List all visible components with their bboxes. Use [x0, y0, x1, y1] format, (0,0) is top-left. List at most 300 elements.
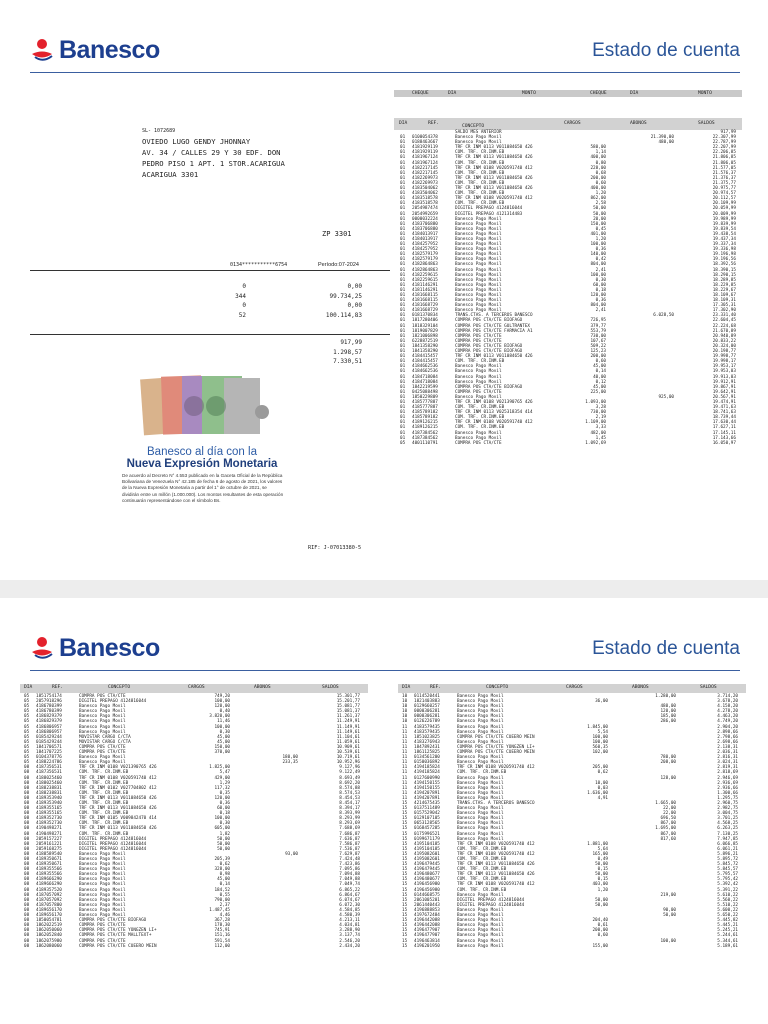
- tx-ref: 4214675435: [414, 800, 440, 806]
- summary-count: 0: [242, 283, 246, 290]
- transactions-table-p2-left: [24, 694, 364, 949]
- tx-saldo: 20.112,57: [712, 196, 736, 202]
- tx-dia: 01: [400, 180, 406, 186]
- tx-saldo: 22.307,99: [712, 135, 736, 141]
- tx-concepto: Banesco Pago Movil: [457, 928, 504, 934]
- tx-concepto: TRANS.CTAS. A TERCEROS BANESCO: [457, 800, 535, 806]
- tx-dia: 01: [400, 201, 406, 207]
- tx-saldo: 8.454,17: [339, 800, 360, 806]
- col-dia: DIA: [402, 685, 411, 690]
- tx-dia: 08: [24, 867, 30, 873]
- tx-concepto: Banesco Pago Movil: [457, 892, 504, 898]
- tx-concepto: COMPRA POS CTA/CTE CUEERO MEIN: [79, 943, 157, 949]
- tx-saldo: 19.474,91: [712, 399, 736, 405]
- tx-cargo: 2,41: [595, 308, 606, 314]
- tx-concepto: COM. TRF. CR.INM.EB: [79, 780, 129, 786]
- tx-concepto: COM. TRF. CR.INM.EB: [455, 160, 505, 166]
- summary-balances: [296, 338, 362, 367]
- tx-concepto: Banesco Pago Movil: [457, 729, 504, 735]
- tx-saldo: 5.795,42: [717, 877, 738, 883]
- tx-saldo: 21.375,77: [712, 180, 736, 186]
- statement-page-2: [0, 598, 768, 1024]
- tx-saldo: 19.471,63: [712, 405, 736, 411]
- tx-concepto: COM. TRF. CR.INM.EB: [455, 180, 505, 186]
- tx-saldo: 7.049,74: [339, 882, 360, 888]
- tx-dia: 01: [400, 170, 406, 176]
- tx-concepto: COMPRA POS CTA/CTE BIOFAGO: [455, 318, 523, 324]
- tx-concepto: TRF CR INM 0113 V011084650 426: [457, 862, 535, 868]
- tx-cargo: 200,00: [590, 354, 606, 360]
- promo-title-line-2: Nueva Expresión Monetaria: [126, 458, 278, 470]
- tx-abono: 50,00: [663, 913, 676, 919]
- tx-ref: 0127600990: [414, 775, 440, 781]
- tx-saldo: 5.391,22: [717, 887, 738, 893]
- tx-ref: 4181146291: [412, 287, 438, 293]
- tx-saldo: 15.081,37: [336, 709, 360, 715]
- tx-concepto: DIGITEL PREPAGO 4121314483: [455, 211, 523, 217]
- tx-dia: 15: [402, 826, 408, 832]
- tx-concepto: COM. TRF. CR.INM.EB: [455, 191, 505, 197]
- tx-concepto: Banesco Pago Movil: [457, 831, 504, 837]
- tx-concepto: COM. TRF. CR.INM.EB: [455, 405, 505, 411]
- tx-ref: 4189126215: [412, 420, 438, 426]
- tx-dia: 01: [400, 221, 406, 227]
- tx-ref: 4181668729: [412, 308, 438, 314]
- tx-ref: 4196888853: [414, 907, 440, 913]
- tx-cargo: 120,00: [214, 795, 230, 801]
- tx-concepto: Banesco Pago Movil: [457, 760, 504, 766]
- tx-dia: 05: [24, 739, 30, 745]
- tx-concepto: Banesco Pago Movil: [457, 709, 504, 715]
- tx-ref: 4183706880: [412, 221, 438, 227]
- tx-cargo: 429,00: [214, 775, 230, 781]
- tx-abono: 867,00: [660, 821, 676, 827]
- tx-abono: 100,00: [660, 938, 676, 944]
- tx-dia: 05: [24, 719, 30, 725]
- postal-zone: ZP 3301: [322, 230, 352, 238]
- col-saldos: SALDOS: [700, 685, 717, 690]
- tx-saldo: 21.806,05: [712, 160, 736, 166]
- tx-cargo: 50,00: [595, 872, 608, 878]
- tx-ref: 4189350671: [36, 857, 62, 862]
- tx-saldo: 19.912,91: [712, 379, 736, 385]
- tx-ref: 1821006898: [412, 333, 438, 339]
- tx-dia: 15: [402, 831, 408, 837]
- tx-cargo: 0,55: [219, 892, 230, 898]
- account-number: 0134***********6754: [230, 262, 288, 268]
- tx-saldo: 2.936,69: [717, 780, 738, 786]
- tx-ref: 0114520441: [414, 694, 440, 699]
- banesco-logo-icon: [30, 37, 56, 63]
- tx-saldo: 11.104,61: [336, 734, 360, 740]
- tx-concepto: COMPRA POS CTA/CTE BIOFAGO: [455, 384, 523, 390]
- tx-concepto: TRF CR INM 0108 V020591740 412: [457, 851, 535, 857]
- tx-ref: 4196463814: [414, 938, 440, 944]
- tx-saldo: 18.109,31: [712, 298, 736, 304]
- tx-dia: 15: [402, 882, 408, 888]
- tx-abono: 1.695,00: [655, 826, 676, 832]
- tx-saldo: 19.196,98: [712, 252, 736, 258]
- tx-saldo: 18.229,85: [712, 282, 736, 288]
- tx-dia: 15: [402, 943, 408, 949]
- tx-dia: 11: [402, 785, 408, 791]
- tx-ref: 4184415457: [412, 359, 438, 365]
- tx-saldo: 3.137,74: [339, 933, 360, 939]
- bank-rif: RIF: J-07013380-5: [308, 545, 362, 551]
- tx-abono: 925,00: [658, 394, 674, 400]
- tx-saldo: 21.806,85: [712, 155, 736, 161]
- tx-concepto: Banesco Pago Movil: [457, 694, 504, 699]
- balance-value: 1.298,57: [333, 348, 362, 356]
- tx-dia: 01: [400, 369, 406, 375]
- statement-period: Período:07-2024: [318, 262, 359, 268]
- tx-saldo: 19.196,56: [712, 257, 736, 263]
- tx-cargo: 3,33: [595, 425, 606, 431]
- tx-dia: 15: [402, 851, 408, 857]
- tx-ref: 0425088498: [412, 389, 438, 395]
- tx-dia: 15: [402, 846, 408, 852]
- tx-cargo: 1.093,00: [585, 399, 606, 405]
- tx-cargo: 0,60: [597, 933, 608, 939]
- tx-cargo: 1.845,00: [587, 724, 608, 730]
- tx-saldo: 20.567,91: [712, 394, 736, 400]
- tx-ref: 4196480677: [414, 872, 440, 878]
- tx-ref: 1821403883: [414, 699, 440, 705]
- tx-dia: 08: [24, 811, 30, 817]
- tx-cargo: 0,03: [597, 785, 608, 791]
- tx-concepto: Banesco Pago Movil: [457, 826, 504, 832]
- tx-ref: 4188025460: [36, 780, 62, 786]
- tx-cargo: 482,00: [590, 430, 606, 436]
- tx-concepto: Banesco Pago Movil: [457, 719, 504, 725]
- tx-ref: 4184662536: [412, 369, 438, 375]
- tx-dia: 08: [24, 770, 30, 776]
- tx-ref: 0175996521: [414, 831, 440, 837]
- tx-dia: 01: [400, 236, 406, 242]
- tx-saldo: 5.895,72: [717, 857, 738, 862]
- tx-concepto: Banesco Pago Movil: [79, 851, 126, 857]
- tx-concepto: COM. TRF. CR.INM.EB: [79, 821, 129, 827]
- tx-dia: 05: [24, 724, 30, 730]
- tx-cargo: 150,00: [590, 221, 606, 227]
- tx-ref: 4185789182: [412, 415, 438, 421]
- tx-ref: 4182864863: [412, 262, 438, 268]
- tx-dia: 01: [400, 338, 406, 344]
- customer-address-block: [142, 136, 285, 180]
- tx-abono: 93,00: [285, 851, 298, 857]
- tx-dia: 01: [400, 160, 406, 166]
- tx-saldo: 10.952,96: [336, 760, 360, 766]
- tx-abono: 867,00: [660, 831, 676, 837]
- tx-dia: 05: [24, 694, 30, 699]
- tx-ref: 0000032224: [412, 216, 438, 222]
- tx-cargo: 1,20: [595, 191, 606, 197]
- tx-concepto: COM. TRF. CR.INM.EB: [457, 887, 507, 893]
- tx-saldo: 5.189,61: [717, 943, 738, 949]
- tx-cargo: 0,30: [219, 729, 230, 735]
- tx-dia: 01: [400, 349, 406, 355]
- summary-amount: 0,00: [347, 302, 362, 309]
- tx-dia: 15: [402, 800, 408, 806]
- tx-saldo: 5.392,42: [717, 882, 738, 888]
- tx-saldo: 19.337,34: [712, 242, 736, 248]
- tx-saldo: 2.904,20: [717, 724, 738, 730]
- summary-amount: 99.734,25: [329, 292, 362, 300]
- tx-saldo: 15.301,77: [336, 694, 360, 699]
- tx-dia: 01: [400, 135, 406, 141]
- tx-saldo: 2.898,66: [717, 729, 738, 735]
- tx-concepto: Banesco Pago Movil: [79, 897, 126, 903]
- summary-counts: [200, 282, 246, 320]
- tx-saldo: 2.798,66: [717, 734, 738, 740]
- tx-cargo: 45,00: [593, 384, 606, 390]
- tx-concepto: Banesco Pago Movil: [457, 739, 504, 745]
- opening-concept: SALDO MES ANTERIOR: [455, 130, 502, 135]
- tx-saldo: 11.059,61: [336, 739, 360, 745]
- tx-ref: 4185777887: [412, 405, 438, 411]
- tx-concepto: Banesco Pago Movil: [457, 785, 504, 791]
- tx-ref: 4188025460: [36, 775, 62, 781]
- tx-saldo: 19.998,17: [712, 359, 736, 365]
- tx-cargo: 745,91: [214, 928, 230, 934]
- tx-concepto: COM. TRF. CR.INM.EB: [457, 770, 507, 776]
- tx-concepto: TRANS.CTAS. A TERCEROS BANESCO: [455, 313, 533, 319]
- tx-saldo: 20.324,00: [712, 343, 736, 349]
- tx-dia: 08: [24, 775, 30, 781]
- tx-concepto: Banesco Pago Movil: [457, 913, 504, 919]
- tx-cargo: 2,37: [219, 902, 230, 908]
- tx-saldo: 1.295,75: [717, 795, 738, 801]
- customer-address-line-2: PEDRO PISO 1 APT. 1 STOR.ACARIGUA: [142, 159, 285, 168]
- tx-ref: 4186829379: [36, 714, 62, 720]
- col-ref: REF.: [428, 121, 440, 126]
- tx-dia: 08: [24, 872, 30, 878]
- document-title: Estado de cuenta: [592, 638, 740, 659]
- tx-ref: 0199671179: [414, 836, 440, 842]
- brand-name: Banesco: [59, 633, 160, 662]
- col-concepto: CONCEPTO: [108, 685, 131, 690]
- tx-cargo: 50,00: [595, 897, 608, 903]
- tx-dia: 08: [24, 836, 30, 842]
- tx-ref: 0157529042: [414, 811, 440, 817]
- tx-cargo: 0,12: [595, 379, 606, 385]
- tx-cargo: 0,15: [597, 877, 608, 883]
- tx-cargo: 45,00: [217, 877, 230, 883]
- tx-ref: 4001110791: [412, 440, 438, 446]
- tx-concepto: Banesco Pago Movil: [455, 298, 502, 304]
- tx-dia: 01: [400, 318, 406, 324]
- banesco-logo: [30, 628, 160, 668]
- tx-concepto: TRF CR INM 0108 V021390765 426: [455, 399, 533, 405]
- tx-ref: 1841706571: [36, 744, 62, 750]
- tx-dia: 01: [400, 384, 406, 390]
- tx-saldo: 20.059,99: [712, 206, 736, 212]
- tx-concepto: TRF CR INM 0108 V021390765 426: [79, 765, 157, 771]
- tx-concepto: Banesco Pago Movil: [455, 135, 502, 141]
- tx-cargo: 60,00: [593, 282, 606, 288]
- tx-ref: 0181370834: [412, 313, 438, 319]
- tx-dia: 05: [24, 750, 30, 756]
- tx-saldo: 20.975,77: [712, 186, 736, 192]
- tx-ref: 4189357520: [36, 887, 62, 893]
- tx-dia: 11: [402, 734, 408, 740]
- tx-ref: 4187384562: [412, 435, 438, 441]
- tx-saldo: 19.437,34: [712, 236, 736, 242]
- tx-saldo: 7.686,87: [339, 831, 360, 837]
- tx-dia: 15: [402, 897, 408, 903]
- tx-cargo: 0,18: [219, 811, 230, 817]
- tx-concepto: TRF CR INM 0113 V011084650 426: [455, 354, 533, 360]
- tx-saldo: 2.036,31: [717, 750, 738, 756]
- tx-dia: 11: [402, 790, 408, 796]
- col-dia: DIA: [24, 685, 33, 690]
- cheque-col: CHEQUE: [412, 91, 429, 96]
- tx-ref: 4189353940: [36, 800, 62, 806]
- tx-cargo: 749,20: [214, 694, 230, 699]
- tx-saldo: 7.424,48: [339, 857, 360, 862]
- tx-dia: 11: [402, 795, 408, 801]
- tx-dia: 01: [400, 359, 406, 365]
- tx-ref: 0653128565: [414, 821, 440, 827]
- tx-concepto: Banesco Pago Movil: [455, 282, 502, 288]
- tx-saldo: 4.580,39: [339, 913, 360, 919]
- tx-dia: 01: [400, 308, 406, 314]
- tx-dia: 08: [24, 841, 30, 847]
- tx-saldo: 22.787,99: [712, 140, 736, 146]
- tx-ref: 2059157227: [36, 836, 62, 842]
- tx-saldo: 18.229,67: [712, 287, 736, 293]
- tx-saldo: 17.302,90: [712, 308, 736, 314]
- tx-concepto: DIGITEL PREPAGO 4124816044: [79, 836, 147, 842]
- tx-ref: 4184013917: [412, 231, 438, 237]
- tx-concepto: Banesco Pago Movil: [455, 272, 502, 278]
- tx-ref: 4196456980: [414, 887, 440, 893]
- tx-concepto: Banesco Pago Movil: [79, 882, 126, 888]
- transactions-rows-p1: [400, 135, 740, 446]
- tx-concepto: COM. TRF. CR.INM.EB: [455, 415, 505, 421]
- tx-saldo: 5.845,72: [717, 862, 738, 868]
- tx-dia: 08: [24, 826, 30, 832]
- tx-concepto: Banesco Pago Movil: [79, 709, 126, 715]
- tx-ref: 4188238831: [36, 785, 62, 791]
- tx-saldo: 18.290,15: [712, 272, 736, 278]
- customer-address-line-1: AV. 34 / CALLES 29 Y 30 EDF. DON: [142, 148, 281, 157]
- tx-ref: 1847892431: [414, 744, 440, 750]
- tx-saldo: 20.833,22: [712, 338, 736, 344]
- tx-concepto: Banesco Pago Movil: [79, 902, 126, 908]
- tx-ref: 2054992659: [412, 211, 438, 217]
- tx-ref: 4187356531: [36, 770, 62, 776]
- tx-cargo: 100,00: [590, 272, 606, 278]
- tx-dia: 01: [400, 140, 406, 146]
- tx-cargo: 50,00: [217, 836, 230, 842]
- tx-saldo: 2.818,69: [717, 770, 738, 776]
- tx-cargo: 804,00: [590, 303, 606, 309]
- tx-saldo: 5.445,82: [717, 918, 738, 924]
- tx-dia: 11: [402, 765, 408, 771]
- tx-saldo: 7.049,88: [339, 877, 360, 883]
- tx-saldo: 19.998,77: [712, 354, 736, 360]
- tx-ref: 0137511489: [414, 806, 440, 812]
- tx-cargo: 1,20: [595, 236, 606, 242]
- tx-concepto: COM. TRF. CR.INM.EB: [455, 170, 505, 176]
- tx-cargo: 0,14: [595, 369, 606, 375]
- tx-dia: 01: [400, 430, 406, 436]
- tx-saldo: 17.143,66: [712, 435, 736, 441]
- tx-ref: 6228872519: [412, 338, 438, 344]
- tx-dia: 15: [402, 938, 408, 944]
- tx-dia: 01: [400, 287, 406, 293]
- tx-saldo: 5.610,22: [717, 892, 738, 898]
- tx-concepto: TRF CR INM 0108 V020591740 412: [457, 882, 535, 888]
- tx-dia: 01: [400, 282, 406, 288]
- tx-saldo: 4.568,25: [717, 821, 738, 827]
- tx-saldo: 6.061,21: [717, 846, 738, 852]
- tx-cargo: 3,28: [595, 405, 606, 411]
- tx-ref: 2057918296: [36, 699, 62, 705]
- tx-ref: 4181929119: [412, 145, 438, 151]
- tx-saldo: 6.074,67: [339, 897, 360, 903]
- table-row: [402, 944, 742, 949]
- tx-concepto: MOVISTAR CARGO C/CTA: [79, 734, 131, 740]
- tx-cargo: 150,00: [214, 744, 230, 750]
- tx-saldo: 19.839,54: [712, 226, 736, 232]
- header-divider: [30, 72, 740, 73]
- tx-ref: 4196442088: [414, 918, 440, 924]
- tx-saldo: 8.692,20: [339, 780, 360, 786]
- tx-dia: 01: [400, 354, 406, 360]
- tx-concepto: DIGITEL PREPAGO 4124816044: [79, 699, 147, 705]
- tx-saldo: 19.989,99: [712, 216, 736, 222]
- customer-address-line-3: ACARIGUA 3301: [142, 170, 199, 179]
- tx-cargo: 0,60: [595, 180, 606, 186]
- tx-concepto: DIGITEL PREPAGO 4124816044: [457, 902, 525, 908]
- tx-cargo: 730,00: [590, 333, 606, 339]
- tx-cargo: 3.820,00: [209, 714, 230, 720]
- tx-ref: 4184718084: [412, 379, 438, 385]
- tx-cargo: 1.825,00: [209, 765, 230, 771]
- tx-concepto: Banesco Pago Movil: [457, 790, 504, 796]
- tx-cargo: 1,14: [595, 150, 606, 156]
- tx-concepto: Banesco Pago Movil: [455, 262, 502, 268]
- tx-ref: 4183504062: [412, 186, 438, 192]
- tx-ref: 1851754174: [36, 694, 62, 699]
- tx-saldo: 21.576,37: [712, 170, 736, 176]
- tx-ref: 4187057800: [36, 902, 62, 908]
- summary-count: 0: [242, 302, 246, 309]
- table-row: [24, 944, 364, 949]
- tx-abono: 780,00: [660, 755, 676, 761]
- tx-concepto: Banesco Pago Movil: [457, 918, 504, 924]
- tx-cargo: 0,30: [219, 821, 230, 827]
- tx-ref: 4184013917: [412, 236, 438, 242]
- tx-concepto: DIGITEL PREPAGO 4124816044: [455, 206, 523, 212]
- tx-concepto: Banesco Pago Movil: [79, 867, 126, 873]
- balance-value: 7.330,51: [333, 358, 362, 365]
- tx-dia: 08: [24, 846, 30, 852]
- tx-saldo: 19.839,99: [712, 221, 736, 227]
- tx-ref: 2059161221: [36, 841, 62, 847]
- tx-saldo: 7.688,69: [339, 826, 360, 832]
- tx-cargo: 0,62: [219, 862, 230, 868]
- tx-dia: 10: [402, 704, 408, 710]
- transactions-table-p2-right: [402, 694, 742, 949]
- tx-cargo: 5,47: [219, 770, 230, 776]
- tx-cargo: 100,00: [592, 739, 608, 745]
- tx-saldo: 2.982,75: [717, 806, 738, 812]
- tx-concepto: COM. TRF. CR.INM.EB: [455, 425, 505, 431]
- tx-dia: 01: [400, 333, 406, 339]
